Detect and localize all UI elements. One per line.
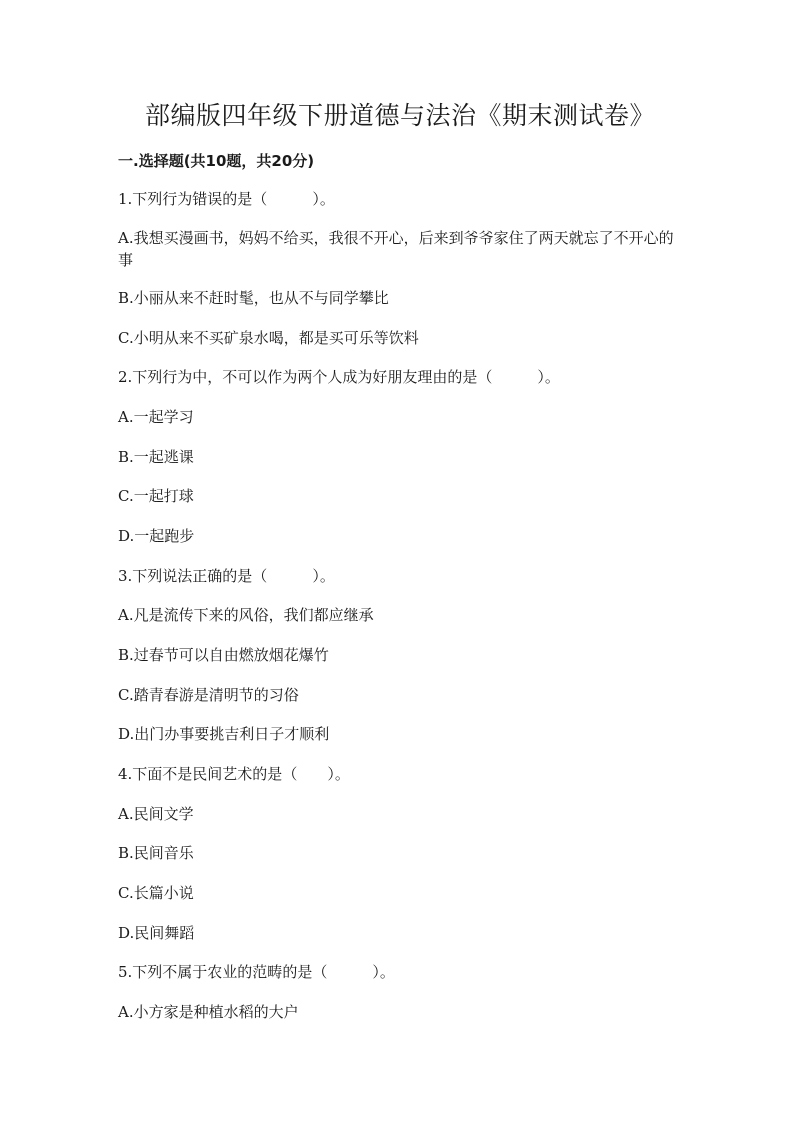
question-1-stem: 1.下列行为错误的是（ ）。 [118,190,335,208]
question-4-stem: 4.下面不是民间艺术的是（ ）。 [118,765,350,783]
question-5-option-a: A.小方家是种植水稻的大户 [118,1003,299,1021]
section-heading: 一.选择题(共10题，共20分) [118,152,315,170]
question-5-stem: 5.下列不属于农业的范畴的是（ ）。 [118,963,395,981]
question-3-stem: 3.下列说法正确的是（ ）。 [118,567,335,585]
question-1-option-b: B.小丽从来不赶时髦，也从不与同学攀比 [118,289,389,307]
question-3-option-a: A.凡是流传下来的风俗，我们都应继承 [118,606,374,624]
question-4-option-c: C.长篇小说 [118,884,194,902]
question-3-option-b: B.过春节可以自由燃放烟花爆竹 [118,646,329,664]
question-1-option-a: A.我想买漫画书，妈妈不给买，我很不开心，后来到爷爷家住了两天就忘了不开心的事 [118,229,674,269]
question-4-option-d: D.民间舞蹈 [118,924,195,942]
question-4-option-a: A.民间文学 [118,805,194,823]
question-3-option-d: D.出门办事要挑吉利日子才顺利 [118,725,330,743]
question-4-option-b: B.民间音乐 [118,844,194,862]
question-2-option-b: B.一起逃课 [118,448,194,466]
question-1-option-c: C.小明从来不买矿泉水喝，都是买可乐等饮料 [118,329,419,347]
question-3-option-c: C.踏青春游是清明节的习俗 [118,686,299,704]
page-title: 部编版四年级下册道德与法治《期末测试卷》 [144,101,655,130]
question-2-option-d: D.一起跑步 [118,527,195,545]
question-2-stem: 2.下列行为中，不可以作为两个人成为好朋友理由的是（ ）。 [118,368,560,386]
question-2-option-a: A.一起学习 [118,408,194,426]
question-2-option-c: C.一起打球 [118,487,194,505]
